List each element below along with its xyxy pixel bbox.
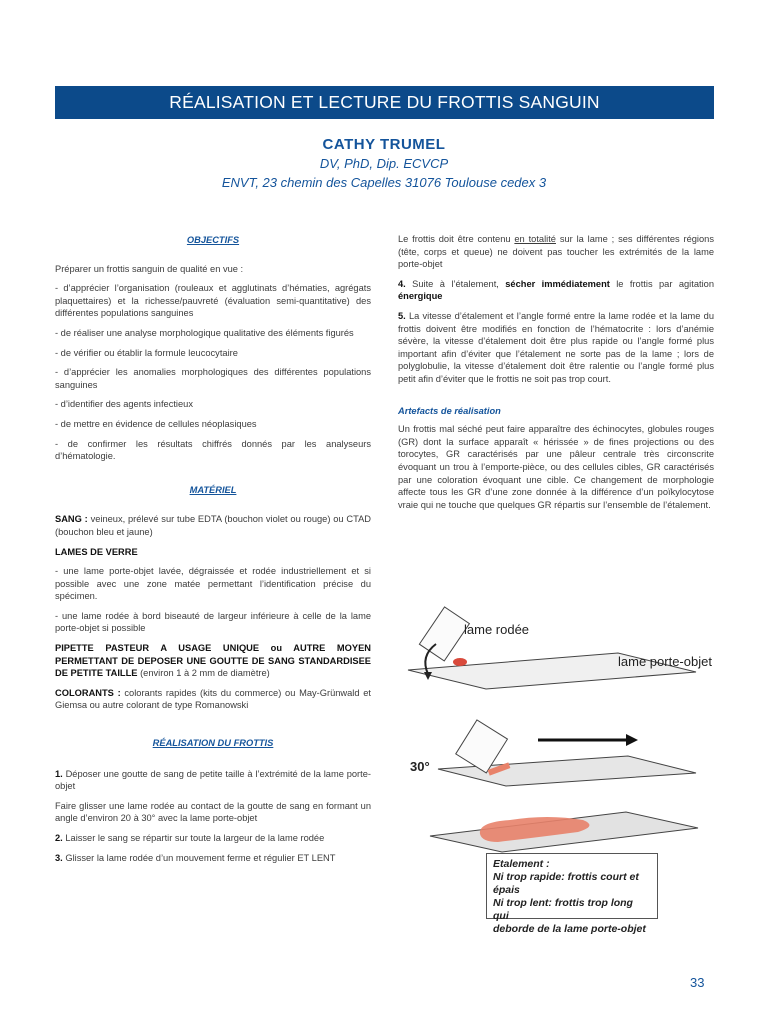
step-3 bbox=[55, 852, 371, 865]
page-title: RÉALISATION ET LECTURE DU FROTTIS SANGUIN bbox=[55, 86, 714, 119]
lames-heading: LAMES DE VERRE bbox=[55, 546, 138, 557]
text-run: le frottis par agitation bbox=[609, 278, 714, 289]
colorants-label: COLORANTS : bbox=[55, 687, 121, 698]
objectif-item: - d’apprécier l’organisation (rouleaux et agglutinats d’hématies, agrégats plaquettaires) et la richesse/pauvreté (évaluation semi-quantitative) des différentes populations sanguines bbox=[55, 283, 371, 319]
page-number: 33 bbox=[690, 975, 705, 990]
colorants-text: colorants rapides (kits du commerce) ou May-Grünwald et Giemsa ou autre colorant de type Romanowski bbox=[55, 687, 371, 711]
left-column bbox=[55, 234, 371, 871]
step-2 bbox=[55, 832, 371, 845]
objectif-item: - d’apprécier les anomalies morphologiques des différentes populations sanguines bbox=[55, 367, 371, 390]
frottis-paragraph bbox=[398, 233, 714, 271]
author-credentials: DV, PhD, Dip. ECVCP bbox=[319, 156, 449, 171]
objectif-item: - de confirmer les résultats chiffrés donnés par les analyseurs d’hématologie. bbox=[55, 438, 371, 462]
sang-text: veineux, prélevé sur tube EDTA (bouchon violet ou rouge) ou CTAD (bouchon bleu et jaune) bbox=[55, 514, 371, 537]
right-column bbox=[398, 233, 714, 518]
step-number: 1. bbox=[55, 768, 63, 779]
artefacts-paragraph: Un frottis mal séché peut faire apparaître des échinocytes, globules rouges (GR) dont la surface apparaît « hérissée » de fines projections ou des torocytes, GR caractérisés par une pâleur centrale très circonscrite évoquant un trou à l’emporte-pièce, ou des cellules cibles, GR caractérisés par une coloration évoquant une cible. Ce changement de morphologie affecte tous les GR d’une zone donnée à la différence d’un poïkylocytose vraie qui ne touche que quelques GR répartis sur l’ensemble de l’étalement. bbox=[398, 424, 714, 510]
step-1 bbox=[55, 768, 371, 793]
step-text: Déposer une goutte de sang de petite taille à l’extrémité de la lame porte-objet bbox=[55, 768, 371, 792]
bold-text: énergique bbox=[398, 291, 443, 302]
artefacts-heading: Artefacts de réalisation bbox=[398, 405, 501, 416]
colorants-paragraph bbox=[55, 687, 371, 712]
etalement-legend bbox=[486, 853, 658, 935]
objectif-item: - de réaliser une analyse morphologique qualitative des éléments figurés bbox=[55, 327, 354, 338]
legend-line: deborde de la lame porte-objet bbox=[493, 923, 646, 935]
objectif-item: - de mettre en évidence de cellules néoplasiques bbox=[55, 418, 257, 429]
pipette-paragraph bbox=[55, 642, 371, 680]
text-run: Le frottis doit être contenu bbox=[398, 234, 515, 244]
right-arrow-icon bbox=[626, 734, 638, 746]
lame-item: - une lame rodée à bord biseauté de largeur inférieure à celle de la lame porte-objet si possible bbox=[55, 610, 371, 634]
text-run: Suite à l’étalement, bbox=[405, 278, 506, 289]
legend-title: Etalement : bbox=[493, 858, 550, 870]
sang-paragraph bbox=[55, 513, 371, 538]
realisation-heading: RÉALISATION DU FROTTIS bbox=[152, 738, 274, 749]
legend-line: Ni trop lent: frottis trop long qui bbox=[493, 897, 633, 922]
step-text: La vitesse d’étalement et l’angle formé entre la lame rodée et la lame du frottis doivent être modifiés en fonction de l’hématocrite : lors d’anémie sévère, la vitesse d’étalement doit être plus rapide ou l’angle formé plus important afin d’éviter que l’étalement ne sorte pas de la lame ; lors de polyglobulie, la vitesse d’étalement doit être ralentie ou l’angle formé plus petit afin d’éviter que le frottis ne soit pas trop court. bbox=[398, 310, 714, 384]
smear-figure bbox=[398, 596, 714, 936]
bold-text: sécher immédiatement bbox=[505, 278, 610, 289]
objectif-item: - de vérifier ou établir la formule leucocytaire bbox=[55, 347, 238, 358]
step-4 bbox=[398, 278, 714, 303]
step-text: Laisser le sang se répartir sur toute la largeur de la lame rodée bbox=[62, 833, 325, 843]
objectifs-intro: Préparer un frottis sanguin de qualité en vue : bbox=[55, 263, 244, 274]
legend-line: Ni trop rapide: frottis court et épais bbox=[493, 871, 639, 896]
step-number: 5. bbox=[398, 310, 406, 321]
label-lame-porte-objet: lame porte-objet bbox=[618, 654, 712, 669]
step-number: 4. bbox=[398, 278, 406, 289]
author-name: CATHY TRUMEL bbox=[322, 136, 446, 153]
sang-label: SANG : bbox=[55, 514, 88, 525]
text-run: sur la lame ; ses différentes régions (tête, corps et queue) ne doivent pas toucher les extrémités de la lame porte-objet bbox=[398, 234, 714, 270]
lame-item: - une lame porte-objet lavée, dégraissée et rodée industriellement et si possible avec une zone matée permettant l’identification précise du spécimen. bbox=[55, 566, 371, 602]
step-text: Glisser la lame rodée d’un mouvement ferme et régulier ET LENT bbox=[62, 852, 336, 863]
blood-drop bbox=[453, 658, 467, 666]
objectifs-heading: OBJECTIFS bbox=[186, 235, 240, 245]
author-address: ENVT, 23 chemin des Capelles 31076 Toulouse cedex 3 bbox=[221, 175, 547, 190]
label-angle: 30° bbox=[410, 759, 430, 774]
step-5 bbox=[398, 310, 714, 386]
step-1b: Faire glisser une lame rodée au contact de la goutte de sang en formant un angle d’environ 20 à 30° avec la lame porte-objet bbox=[55, 800, 371, 824]
underlined-text: en totalité bbox=[514, 234, 556, 244]
step-number: 2. bbox=[55, 833, 63, 843]
materiel-heading: MATÉRIEL bbox=[189, 484, 237, 495]
pipette-bold: PIPETTE PASTEUR A USAGE UNIQUE ou AUTRE MOYEN PERMETTANT DE DEPOSER UNE GOUTTE DE SANG STANDARDISEE DE PETITE TAILLE bbox=[55, 643, 371, 679]
step-number: 3. bbox=[55, 852, 63, 863]
label-lame-rodee: lame rodée bbox=[464, 622, 530, 637]
objectif-item: - d’identifier des agents infectieux bbox=[55, 399, 193, 410]
pipette-rest: (environ 1 à 2 mm de diamètre) bbox=[137, 668, 270, 679]
